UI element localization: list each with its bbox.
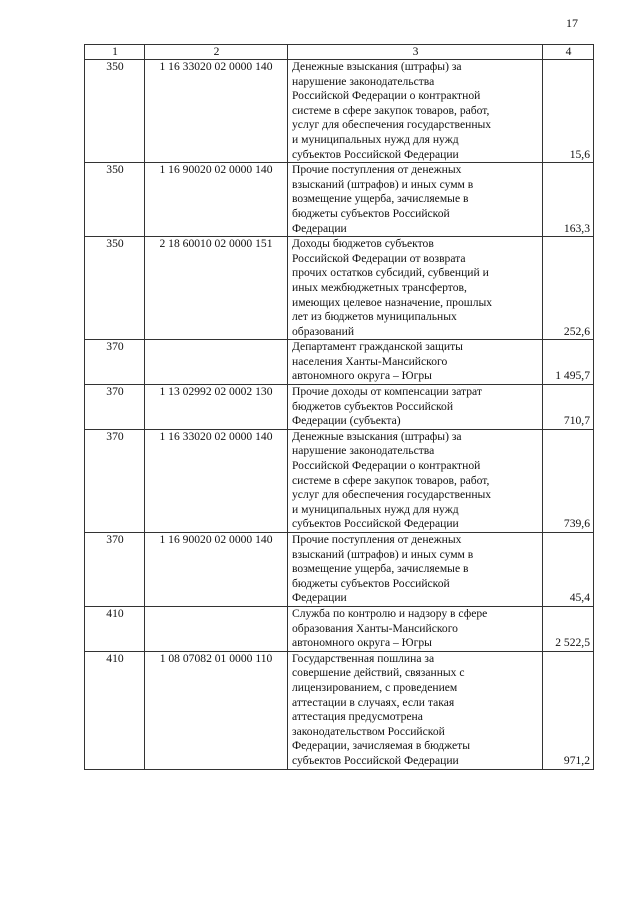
admin-code-cell: 410 [85,606,145,651]
table-header-row [85,45,594,60]
revenue-code-cell: 2 18 60010 02 0000 151 [145,237,288,340]
amount-cell: 15,6 [543,60,594,163]
revenue-name-line: нарушение законодательства [292,74,435,88]
header-col-3: 3 [288,45,543,60]
revenue-name-cell [288,606,543,651]
table-row [85,651,594,769]
revenue-name-line: лет из бюджетов муниципальных [292,310,457,324]
amount-cell: 252,6 [543,237,594,340]
revenue-name-line: бюджетов субъектов Российской [292,399,454,413]
table-row [85,429,594,532]
revenue-name-line: услуг для обеспечения государственных [292,488,492,502]
amount-cell: 971,2 [543,651,594,769]
revenue-name-line: Федерации [292,221,347,235]
table-row [85,163,594,237]
table-row [85,237,594,340]
amount-cell: 45,4 [543,533,594,607]
revenue-name-line: взысканий (штрафов) и иных сумм в [292,547,474,561]
admin-code-cell: 370 [85,385,145,430]
revenue-name-line: аттестация предусмотрена [292,710,423,724]
revenue-name-line: совершение действий, связанных с [292,666,465,680]
admin-code-cell: 350 [85,60,145,163]
revenue-name-line: Федерации [292,591,347,605]
revenue-code-cell: 1 16 90020 02 0000 140 [145,163,288,237]
revenue-name-line: и муниципальных нужд для нужд [292,132,459,146]
table-row [85,60,594,163]
revenue-name-line: аттестации в случаях, если такая [292,695,455,709]
revenue-name-line: системе в сфере закупок товаров, работ, [292,103,490,117]
revenue-name-cell [288,429,543,532]
revenue-name-line: бюджеты субъектов Российской [292,576,450,590]
table-row [85,385,594,430]
revenue-name-line: бюджеты субъектов Российской [292,206,450,220]
revenue-code-cell: 1 16 33020 02 0000 140 [145,60,288,163]
page-number: 17 [566,16,578,30]
revenue-name-line: имеющих целевое назначение, прошлых [292,295,493,309]
revenue-name-line: иных межбюджетных трансфертов, [292,280,467,294]
revenue-name-line: автономного округа – Югры [292,369,432,383]
revenue-name-line: автономного округа – Югры [292,636,432,650]
table-row [85,533,594,607]
revenue-name-line: образования Ханты-Мансийского [292,621,458,635]
revenue-name-line: Денежные взыскания (штрафы) за [292,60,462,73]
revenue-name-line: взысканий (штрафов) и иных сумм в [292,177,474,191]
admin-code-cell: 370 [85,340,145,385]
amount-cell: 710,7 [543,385,594,430]
revenue-name-line: субъектов Российской Федерации [292,517,459,531]
table-row [85,340,594,385]
admin-code-cell: 410 [85,651,145,769]
revenue-name-line: Федерации (субъекта) [292,414,401,428]
revenue-name-cell [288,163,543,237]
revenue-name-line: Денежные взыскания (штрафы) за [292,429,462,443]
revenue-name-line: возмещение ущерба, зачисляемые в [292,562,469,576]
revenue-name-line: лицензированием, с проведением [292,680,458,694]
revenue-name-line: населения Ханты-Мансийского [292,354,448,368]
admin-code-cell: 350 [85,237,145,340]
revenue-name-line: Государственная пошлина за [292,651,435,665]
amount-cell: 1 495,7 [543,340,594,385]
revenue-code-cell [145,340,288,385]
revenue-code-cell: 1 13 02992 02 0002 130 [145,385,288,430]
revenue-name-line: нарушение законодательства [292,444,435,458]
revenue-name-line: законодательством Российской [292,724,445,738]
revenue-name-cell [288,60,543,163]
revenue-code-cell: 1 16 33020 02 0000 140 [145,429,288,532]
table-row [85,606,594,651]
budget-revenue-table [84,44,594,770]
revenue-name-line: образований [292,324,355,338]
admin-code-cell: 370 [85,429,145,532]
revenue-name-cell [288,237,543,340]
revenue-name-line: Российской Федерации о контрактной [292,89,481,103]
revenue-name-line: услуг для обеспечения государственных [292,118,492,132]
header-col-1: 1 [85,45,145,60]
revenue-name-line: прочих остатков субсидий, субвенций и [292,266,489,280]
revenue-name-line: возмещение ущерба, зачисляемые в [292,192,469,206]
revenue-name-cell [288,340,543,385]
revenue-name-line: Российской Федерации от возврата [292,251,466,265]
header-col-2: 2 [145,45,288,60]
revenue-code-cell: 1 16 90020 02 0000 140 [145,533,288,607]
header-col-4: 4 [543,45,594,60]
revenue-name-line: Российской Федерации о контрактной [292,459,481,473]
amount-cell: 739,6 [543,429,594,532]
revenue-name-cell [288,385,543,430]
revenue-code-cell: 1 08 07082 01 0000 110 [145,651,288,769]
admin-code-cell: 370 [85,533,145,607]
revenue-name-line: Прочие доходы от компенсации затрат [292,385,482,399]
revenue-name-line: Прочие поступления от денежных [292,533,462,546]
amount-cell: 2 522,5 [543,606,594,651]
revenue-name-line: Прочие поступления от денежных [292,163,462,177]
revenue-name-cell [288,651,543,769]
revenue-name-line: Департамент гражданской защиты [292,340,463,354]
revenue-name-cell [288,533,543,607]
amount-cell: 163,3 [543,163,594,237]
revenue-name-line: и муниципальных нужд для нужд [292,502,459,516]
revenue-name-line: Служба по контролю и надзору в сфере [292,606,488,620]
revenue-name-line: системе в сфере закупок товаров, работ, [292,473,490,487]
revenue-name-line: Федерации, зачисляемая в бюджеты [292,739,470,753]
revenue-code-cell [145,606,288,651]
revenue-name-line: субъектов Российской Федерации [292,753,459,767]
revenue-name-line: Доходы бюджетов субъектов [292,237,434,251]
admin-code-cell: 350 [85,163,145,237]
revenue-name-line: субъектов Российской Федерации [292,147,459,161]
